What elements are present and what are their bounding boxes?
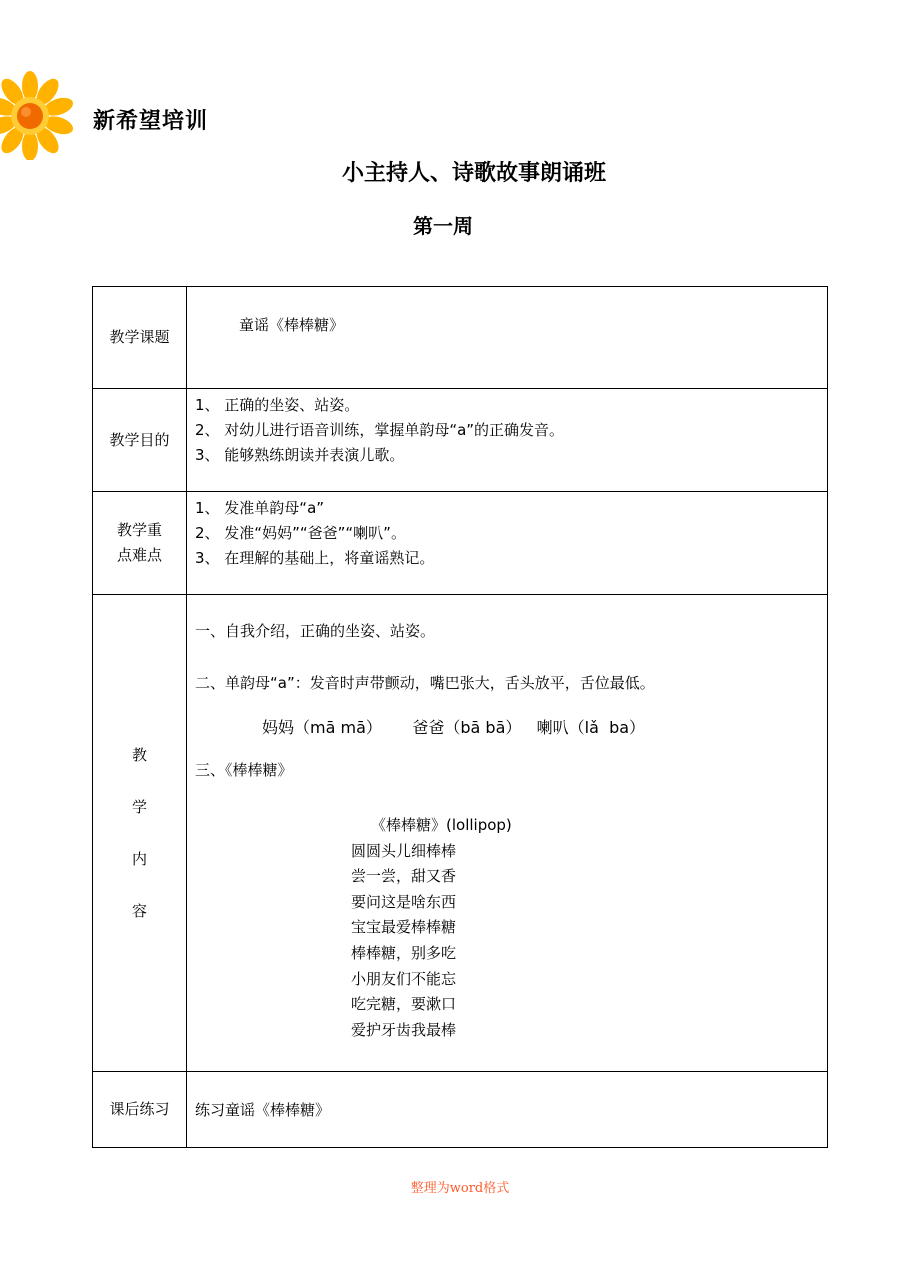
lesson-plan-table [92, 286, 828, 1148]
section-rhyme: 三、《棒棒糖》 [195, 761, 293, 779]
goals-label: 教学目的 [93, 389, 187, 492]
table-row-homework [93, 1072, 828, 1148]
key-point-item: 1、 发准单韵母“a” [195, 499, 325, 517]
table-row-key-points [93, 492, 828, 595]
key-points-cell [187, 492, 828, 595]
content-label [93, 595, 187, 1072]
homework-value: 练习童谣《棒棒糖》 [195, 1101, 331, 1119]
homework-cell [187, 1072, 828, 1148]
poem-line: 圆圆头儿细棒棒 [351, 841, 457, 860]
topic-label: 教学课题 [93, 287, 187, 389]
footer-note: 整理为word格式 [410, 1181, 510, 1196]
poem-title: 《棒棒糖》(lollipop) [371, 816, 512, 834]
content-label-char: 教 [131, 746, 147, 764]
section-vowel: 二、单韵母“a”：发音时声带颤动，嘴巴张大，舌头放平，舌位最低。 [195, 674, 655, 692]
key-points-label-line: 点难点 [116, 546, 162, 564]
goal-item: 1、 正确的坐姿、站姿。 [195, 396, 360, 414]
sun-logo [0, 70, 80, 160]
homework-label: 课后练习 [93, 1072, 187, 1148]
key-points-label [93, 492, 187, 595]
content-label-char: 学 [131, 798, 147, 816]
page-title: 小主持人、诗歌故事朗诵班 [341, 161, 606, 186]
topic-value: 童谣《棒棒糖》 [239, 316, 345, 334]
pinyin-line: 妈妈（mā mā） 爸爸（bā bā） 喇叭（lǎ ba） [262, 718, 646, 737]
goal-item: 3、 能够熟练朗读并表演儿歌。 [195, 446, 405, 464]
org-name: 新希望培训 [93, 109, 209, 134]
section-intro: 一、自我介绍，正确的坐姿、站姿。 [195, 622, 436, 640]
content-label-char: 容 [131, 902, 147, 920]
table-row-content [93, 595, 828, 1072]
key-points-label-line: 教学重 [116, 521, 162, 539]
poem-line: 吃完糖，要漱口 [351, 995, 457, 1014]
week-label: 第一周 [413, 214, 473, 238]
poem-line: 要问这是啥东西 [351, 892, 457, 911]
topic-cell [187, 287, 828, 389]
content-label-char: 内 [131, 850, 147, 868]
key-point-item: 3、 在理解的基础上，将童谣熟记。 [195, 549, 435, 567]
poem-line: 爱护牙齿我最棒 [351, 1020, 457, 1039]
key-point-item: 2、 发准“妈妈”“爸爸”“喇叭”。 [195, 524, 406, 542]
poem-line: 尝一尝，甜又香 [351, 867, 457, 886]
sun-icon [0, 70, 80, 160]
poem [195, 783, 819, 1043]
table-row-topic [93, 287, 828, 389]
content-cell [187, 595, 828, 1072]
poem-line: 小朋友们不能忘 [351, 969, 457, 988]
goals-cell [187, 389, 828, 492]
poem-line: 宝宝最爱棒棒糖 [351, 918, 457, 937]
poem-line: 棒棒糖，别多吃 [351, 943, 457, 962]
table-row-goals [93, 389, 828, 492]
goal-item: 2、 对幼儿进行语音训练，掌握单韵母“a”的正确发音。 [195, 421, 565, 439]
